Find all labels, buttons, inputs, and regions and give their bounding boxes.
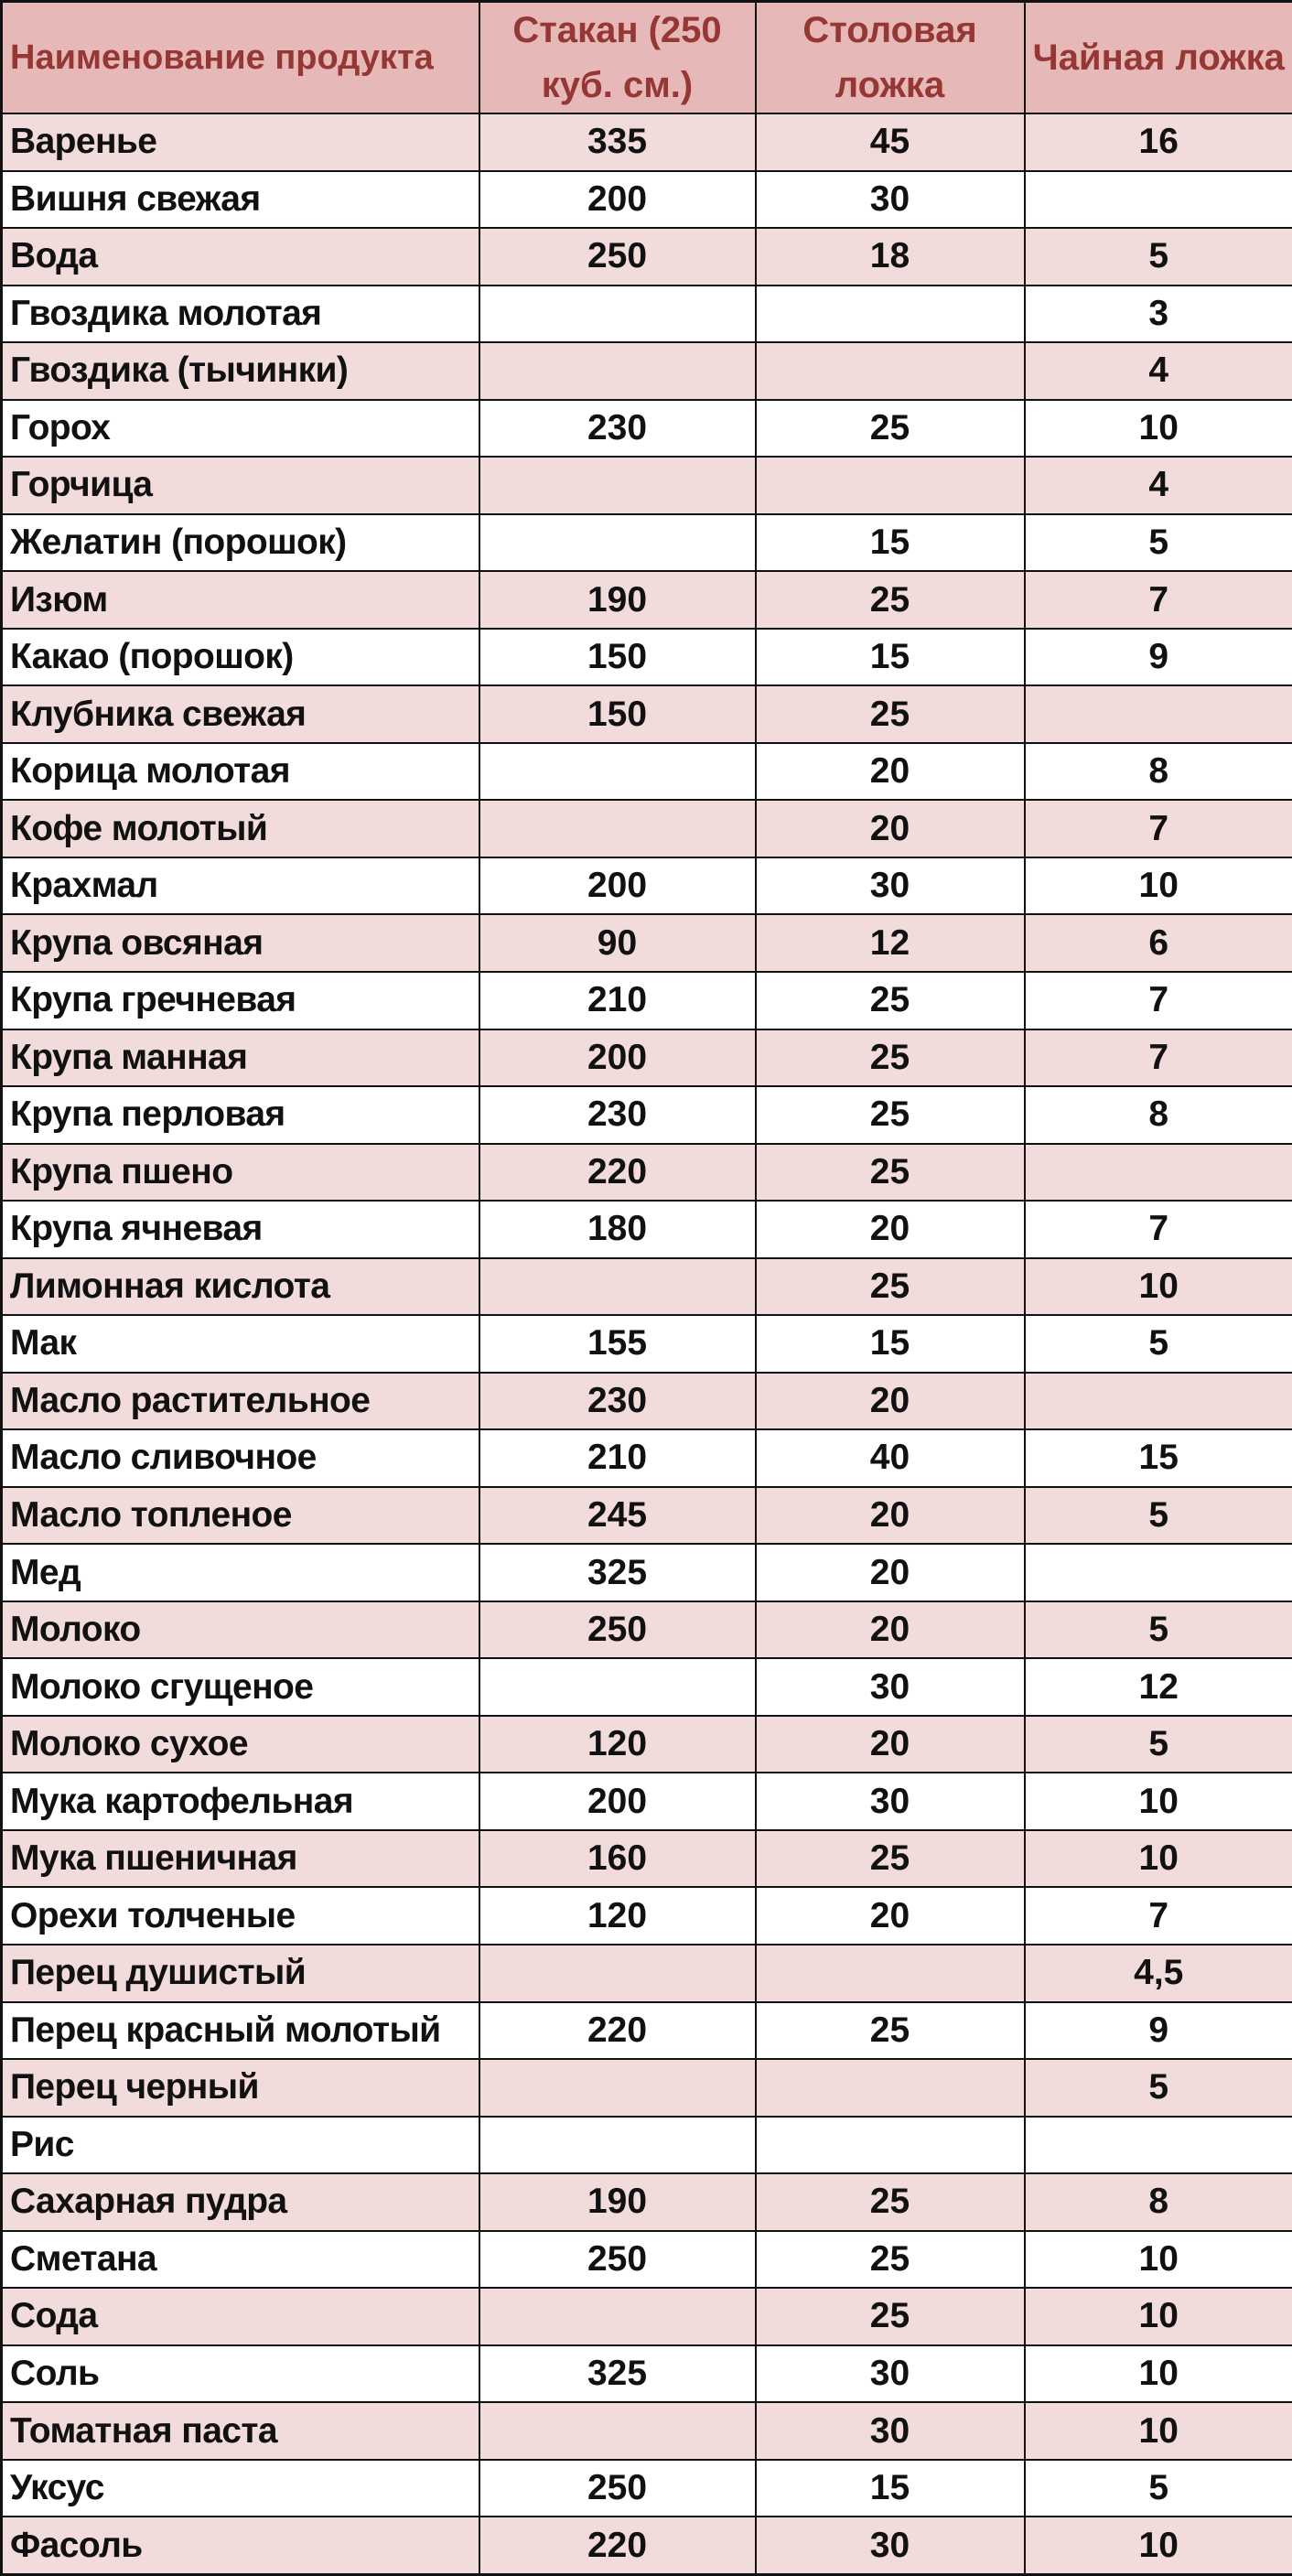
product-name-cell: Перец красный молотый [2, 2002, 479, 2060]
glass-cell: 245 [479, 1487, 756, 1545]
teaspoon-cell: 5 [1025, 1487, 1292, 1545]
product-name-cell: Мак [2, 1315, 479, 1373]
glass-cell: 325 [479, 1544, 756, 1601]
table-row [2, 1144, 1292, 1202]
product-name-cell: Вишня свежая [2, 171, 479, 229]
tablespoon-cell [756, 2059, 1025, 2117]
glass-cell [479, 743, 756, 801]
product-name-cell: Корица молотая [2, 743, 479, 801]
glass-cell [479, 342, 756, 400]
tablespoon-cell: 25 [756, 2288, 1025, 2345]
product-name-cell: Томатная паста [2, 2402, 479, 2460]
table-row [2, 972, 1292, 1029]
tablespoon-cell: 25 [756, 1144, 1025, 1202]
tablespoon-cell: 30 [756, 857, 1025, 915]
tablespoon-cell: 45 [756, 113, 1025, 171]
tablespoon-cell: 25 [756, 2173, 1025, 2231]
tablespoon-cell [756, 1945, 1025, 2002]
product-name-cell: Крупа ячневая [2, 1201, 479, 1258]
glass-cell: 90 [479, 914, 756, 972]
product-name-cell: Уксус [2, 2460, 479, 2517]
table-row [2, 2231, 1292, 2289]
product-name-cell: Сметана [2, 2231, 479, 2289]
teaspoon-cell [1025, 1144, 1292, 1202]
teaspoon-cell: 10 [1025, 400, 1292, 458]
glass-cell: 160 [479, 1830, 756, 1888]
header-glass: Стакан (250 куб. см.) [479, 2, 756, 114]
table-row [2, 1658, 1292, 1716]
header-tablespoon: Столовая ложка [756, 2, 1025, 114]
tablespoon-cell: 25 [756, 400, 1025, 458]
product-name-cell: Клубника свежая [2, 685, 479, 743]
table-row [2, 1315, 1292, 1373]
table-row [2, 228, 1292, 286]
tablespoon-cell: 20 [756, 1373, 1025, 1430]
table-row [2, 857, 1292, 915]
glass-cell: 230 [479, 1086, 756, 1144]
glass-cell: 250 [479, 2460, 756, 2517]
glass-cell: 335 [479, 113, 756, 171]
teaspoon-cell: 7 [1025, 571, 1292, 629]
product-name-cell: Крахмал [2, 857, 479, 915]
teaspoon-cell: 6 [1025, 914, 1292, 972]
table-row [2, 2002, 1292, 2060]
tablespoon-cell: 30 [756, 2517, 1025, 2574]
product-name-cell: Соль [2, 2345, 479, 2403]
tablespoon-cell: 15 [756, 514, 1025, 572]
table-row [2, 1201, 1292, 1258]
glass-cell [479, 1658, 756, 1716]
tablespoon-cell: 30 [756, 171, 1025, 229]
table-row [2, 2059, 1292, 2117]
product-name-cell: Какао (порошок) [2, 629, 479, 686]
glass-cell [479, 1258, 756, 1316]
product-name-cell: Фасоль [2, 2517, 479, 2574]
tablespoon-cell: 30 [756, 2402, 1025, 2460]
teaspoon-cell: 10 [1025, 2402, 1292, 2460]
glass-cell: 190 [479, 2173, 756, 2231]
product-name-cell: Мука картофельная [2, 1773, 479, 1830]
teaspoon-cell: 7 [1025, 972, 1292, 1029]
tablespoon-cell: 30 [756, 1658, 1025, 1716]
glass-cell: 200 [479, 857, 756, 915]
teaspoon-cell: 7 [1025, 1029, 1292, 1087]
table-row [2, 514, 1292, 572]
tablespoon-cell: 25 [756, 1830, 1025, 1888]
teaspoon-cell: 5 [1025, 1315, 1292, 1373]
tablespoon-cell: 18 [756, 228, 1025, 286]
teaspoon-cell: 15 [1025, 1429, 1292, 1487]
glass-cell: 325 [479, 2345, 756, 2403]
tablespoon-cell: 25 [756, 685, 1025, 743]
tablespoon-cell: 25 [756, 571, 1025, 629]
tablespoon-cell: 40 [756, 1429, 1025, 1487]
glass-cell: 230 [479, 1373, 756, 1430]
glass-cell: 200 [479, 1029, 756, 1087]
tablespoon-cell: 25 [756, 2002, 1025, 2060]
table-body [2, 113, 1292, 2575]
product-name-cell: Изюм [2, 571, 479, 629]
tablespoon-cell: 25 [756, 1086, 1025, 1144]
teaspoon-cell: 4 [1025, 457, 1292, 514]
glass-cell [479, 286, 756, 343]
tablespoon-cell: 25 [756, 972, 1025, 1029]
product-name-cell: Горох [2, 400, 479, 458]
glass-cell: 190 [479, 571, 756, 629]
glass-cell [479, 2059, 756, 2117]
tablespoon-cell: 30 [756, 1773, 1025, 1830]
glass-cell: 120 [479, 1716, 756, 1773]
tablespoon-cell: 20 [756, 1716, 1025, 1773]
product-name-cell: Перец черный [2, 2059, 479, 2117]
tablespoon-cell [756, 286, 1025, 343]
teaspoon-cell: 12 [1025, 1658, 1292, 1716]
teaspoon-cell: 10 [1025, 1830, 1292, 1888]
product-name-cell: Кофе молотый [2, 800, 479, 857]
table-row [2, 1945, 1292, 2002]
product-name-cell: Крупа манная [2, 1029, 479, 1087]
teaspoon-cell [1025, 2117, 1292, 2174]
table-row [2, 743, 1292, 801]
product-name-cell: Мед [2, 1544, 479, 1601]
teaspoon-cell [1025, 1544, 1292, 1601]
product-name-cell: Варенье [2, 113, 479, 171]
tablespoon-cell [756, 457, 1025, 514]
glass-cell: 250 [479, 228, 756, 286]
table-row [2, 171, 1292, 229]
table-row [2, 1773, 1292, 1830]
table-row [2, 2517, 1292, 2574]
tablespoon-cell: 15 [756, 629, 1025, 686]
product-name-cell: Молоко сгущеное [2, 1658, 479, 1716]
header-teaspoon: Чайная ложка [1025, 2, 1292, 114]
product-name-cell: Сода [2, 2288, 479, 2345]
product-name-cell: Крупа перловая [2, 1086, 479, 1144]
tablespoon-cell: 20 [756, 743, 1025, 801]
table-row [2, 2117, 1292, 2174]
glass-cell: 220 [479, 2517, 756, 2574]
teaspoon-cell: 5 [1025, 2059, 1292, 2117]
table-row [2, 457, 1292, 514]
glass-cell: 250 [479, 2231, 756, 2289]
teaspoon-cell [1025, 685, 1292, 743]
product-name-cell: Масло растительное [2, 1373, 479, 1430]
table-row [2, 800, 1292, 857]
table-row [2, 2345, 1292, 2403]
table-header [2, 2, 1292, 114]
product-name-cell: Мука пшеничная [2, 1830, 479, 1888]
tablespoon-cell: 15 [756, 2460, 1025, 2517]
table-row [2, 1086, 1292, 1144]
teaspoon-cell: 5 [1025, 228, 1292, 286]
teaspoon-cell [1025, 1373, 1292, 1430]
table-row [2, 571, 1292, 629]
teaspoon-cell: 4 [1025, 342, 1292, 400]
table-row [2, 342, 1292, 400]
table-row [2, 1544, 1292, 1601]
glass-cell: 120 [479, 1887, 756, 1945]
product-name-cell: Горчица [2, 457, 479, 514]
tablespoon-cell: 30 [756, 2345, 1025, 2403]
teaspoon-cell: 5 [1025, 1601, 1292, 1659]
teaspoon-cell: 10 [1025, 2345, 1292, 2403]
tablespoon-cell: 20 [756, 1487, 1025, 1545]
tablespoon-cell: 20 [756, 1544, 1025, 1601]
glass-cell: 230 [479, 400, 756, 458]
teaspoon-cell: 10 [1025, 1258, 1292, 1316]
teaspoon-cell: 7 [1025, 1887, 1292, 1945]
table-row [2, 1373, 1292, 1430]
product-name-cell: Крупа овсяная [2, 914, 479, 972]
teaspoon-cell: 9 [1025, 629, 1292, 686]
tablespoon-cell: 20 [756, 1601, 1025, 1659]
tablespoon-cell: 25 [756, 1029, 1025, 1087]
table-row [2, 1487, 1292, 1545]
glass-cell: 155 [479, 1315, 756, 1373]
table-row [2, 1887, 1292, 1945]
header-product-name: Наименование продукта [2, 2, 479, 114]
product-name-cell: Перец душистый [2, 1945, 479, 2002]
tablespoon-cell: 20 [756, 1887, 1025, 1945]
table-row [2, 1258, 1292, 1316]
product-name-cell: Крупа пшено [2, 1144, 479, 1202]
glass-cell: 220 [479, 1144, 756, 1202]
teaspoon-cell: 10 [1025, 2288, 1292, 2345]
table-row [2, 914, 1292, 972]
product-name-cell: Крупа гречневая [2, 972, 479, 1029]
glass-cell: 210 [479, 972, 756, 1029]
glass-cell: 150 [479, 685, 756, 743]
glass-cell: 200 [479, 1773, 756, 1830]
product-name-cell: Желатин (порошок) [2, 514, 479, 572]
product-name-cell: Гвоздика (тычинки) [2, 342, 479, 400]
tablespoon-cell: 25 [756, 2231, 1025, 2289]
glass-cell: 200 [479, 171, 756, 229]
glass-cell [479, 514, 756, 572]
tablespoon-cell: 12 [756, 914, 1025, 972]
product-name-cell: Масло сливочное [2, 1429, 479, 1487]
glass-cell [479, 2117, 756, 2174]
glass-cell: 180 [479, 1201, 756, 1258]
product-name-cell: Молоко [2, 1601, 479, 1659]
table-row [2, 2460, 1292, 2517]
tablespoon-cell: 25 [756, 1258, 1025, 1316]
teaspoon-cell: 5 [1025, 514, 1292, 572]
tablespoon-cell: 15 [756, 1315, 1025, 1373]
teaspoon-cell: 8 [1025, 743, 1292, 801]
tablespoon-cell: 20 [756, 1201, 1025, 1258]
table-row [2, 400, 1292, 458]
teaspoon-cell: 8 [1025, 1086, 1292, 1144]
table-row [2, 1029, 1292, 1087]
teaspoon-cell: 3 [1025, 286, 1292, 343]
tablespoon-cell [756, 342, 1025, 400]
product-name-cell: Сахарная пудра [2, 2173, 479, 2231]
glass-cell [479, 1945, 756, 2002]
teaspoon-cell: 4,5 [1025, 1945, 1292, 2002]
teaspoon-cell: 10 [1025, 2231, 1292, 2289]
table-row [2, 2288, 1292, 2345]
product-name-cell: Вода [2, 228, 479, 286]
product-name-cell: Молоко сухое [2, 1716, 479, 1773]
table-row [2, 1601, 1292, 1659]
glass-cell [479, 2288, 756, 2345]
glass-cell: 150 [479, 629, 756, 686]
table-row [2, 629, 1292, 686]
tablespoon-cell [756, 2117, 1025, 2174]
teaspoon-cell [1025, 171, 1292, 229]
teaspoon-cell: 7 [1025, 1201, 1292, 1258]
teaspoon-cell: 16 [1025, 113, 1292, 171]
table-row [2, 113, 1292, 171]
table-row [2, 286, 1292, 343]
table-row [2, 685, 1292, 743]
teaspoon-cell: 10 [1025, 857, 1292, 915]
header-row [2, 2, 1292, 114]
product-name-cell: Масло топленое [2, 1487, 479, 1545]
table-row [2, 1716, 1292, 1773]
glass-cell [479, 800, 756, 857]
teaspoon-cell: 10 [1025, 2517, 1292, 2574]
teaspoon-cell: 5 [1025, 1716, 1292, 1773]
table-row [2, 2173, 1292, 2231]
glass-cell: 220 [479, 2002, 756, 2060]
table-row [2, 1830, 1292, 1888]
teaspoon-cell: 7 [1025, 800, 1292, 857]
product-name-cell: Орехи толченые [2, 1887, 479, 1945]
table-row [2, 2402, 1292, 2460]
product-name-cell: Рис [2, 2117, 479, 2174]
teaspoon-cell: 8 [1025, 2173, 1292, 2231]
teaspoon-cell: 5 [1025, 2460, 1292, 2517]
teaspoon-cell: 10 [1025, 1773, 1292, 1830]
glass-cell: 210 [479, 1429, 756, 1487]
tablespoon-cell: 20 [756, 800, 1025, 857]
glass-cell: 250 [479, 1601, 756, 1659]
glass-cell [479, 2402, 756, 2460]
glass-cell [479, 457, 756, 514]
teaspoon-cell: 9 [1025, 2002, 1292, 2060]
table-row [2, 1429, 1292, 1487]
product-name-cell: Лимонная кислота [2, 1258, 479, 1316]
product-name-cell: Гвоздика молотая [2, 286, 479, 343]
